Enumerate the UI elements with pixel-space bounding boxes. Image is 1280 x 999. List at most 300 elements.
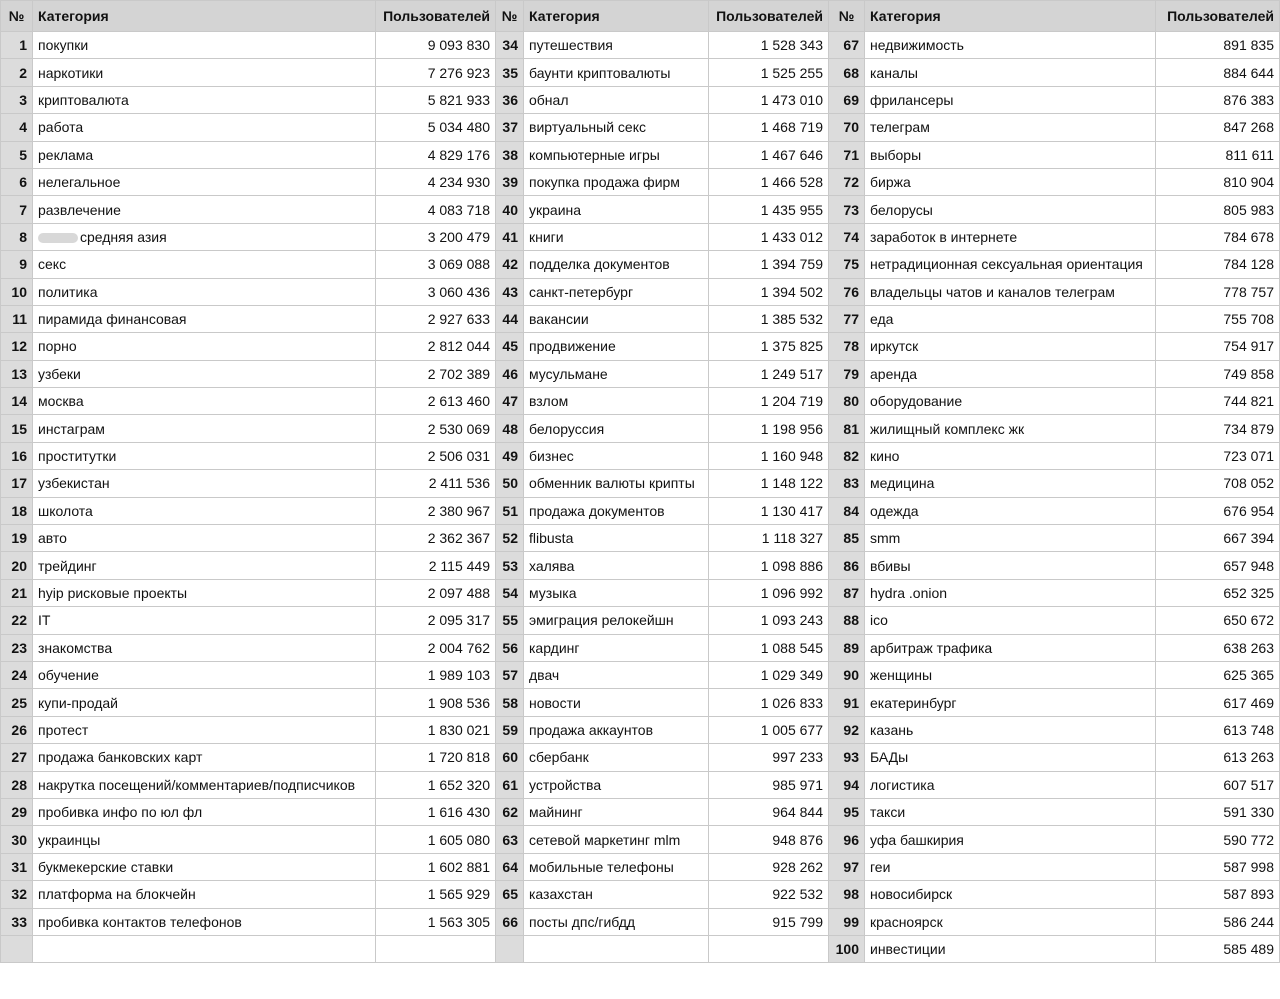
category-cell[interactable]: казань <box>865 716 1156 743</box>
row-index-cell[interactable]: 79 <box>829 360 865 387</box>
users-count-cell[interactable]: 1 565 929 <box>376 881 496 908</box>
row-index-cell[interactable]: 31 <box>1 853 33 880</box>
category-cell[interactable]: подделка документов <box>524 251 709 278</box>
row-index-cell[interactable]: 23 <box>1 634 33 661</box>
category-cell[interactable]: вбивы <box>865 552 1156 579</box>
users-count-cell[interactable]: 1 602 881 <box>376 853 496 880</box>
category-cell[interactable]: аренда <box>865 360 1156 387</box>
category-cell[interactable]: взлом <box>524 388 709 415</box>
row-index-cell[interactable]: 76 <box>829 278 865 305</box>
users-count-cell[interactable]: 2 380 967 <box>376 497 496 524</box>
users-count-cell[interactable]: 1 652 320 <box>376 771 496 798</box>
category-cell[interactable]: двач <box>524 661 709 688</box>
row-index-cell[interactable] <box>496 935 524 962</box>
row-index-cell[interactable]: 84 <box>829 497 865 524</box>
row-index-cell[interactable]: 8 <box>1 223 33 250</box>
users-count-cell[interactable]: 1 468 719 <box>709 114 829 141</box>
row-index-cell[interactable]: 45 <box>496 333 524 360</box>
row-index-cell[interactable]: 94 <box>829 771 865 798</box>
users-count-cell[interactable]: 754 917 <box>1156 333 1280 360</box>
row-index-cell[interactable]: 34 <box>496 32 524 59</box>
users-count-cell[interactable]: 1 130 417 <box>709 497 829 524</box>
row-index-cell[interactable]: 44 <box>496 305 524 332</box>
row-index-cell[interactable]: 74 <box>829 223 865 250</box>
users-count-cell[interactable]: 876 383 <box>1156 86 1280 113</box>
row-index-cell[interactable]: 91 <box>829 689 865 716</box>
users-count-cell[interactable]: 1 394 759 <box>709 251 829 278</box>
category-cell[interactable]: IT <box>33 607 376 634</box>
category-cell[interactable]: сетевой маркетинг mlm <box>524 826 709 853</box>
category-cell[interactable] <box>33 223 376 250</box>
category-cell[interactable]: обменник валюты крипты <box>524 470 709 497</box>
users-count-cell[interactable]: 2 812 044 <box>376 333 496 360</box>
row-index-cell[interactable]: 55 <box>496 607 524 634</box>
row-index-cell[interactable]: 82 <box>829 442 865 469</box>
category-cell[interactable]: инвестиции <box>865 935 1156 962</box>
category-cell[interactable]: недвижимость <box>865 32 1156 59</box>
users-count-cell[interactable]: 613 263 <box>1156 744 1280 771</box>
row-index-cell[interactable]: 64 <box>496 853 524 880</box>
row-index-cell[interactable]: 90 <box>829 661 865 688</box>
users-count-cell[interactable]: 591 330 <box>1156 798 1280 825</box>
category-cell[interactable]: белоруссия <box>524 415 709 442</box>
category-cell[interactable]: продажа аккаунтов <box>524 716 709 743</box>
users-count-cell[interactable]: 928 262 <box>709 853 829 880</box>
users-count-cell[interactable]: 2 115 449 <box>376 552 496 579</box>
users-count-cell[interactable]: 1 435 955 <box>709 196 829 223</box>
category-cell[interactable]: вакансии <box>524 305 709 332</box>
category-cell[interactable]: пробивка контактов телефонов <box>33 908 376 935</box>
row-index-cell[interactable]: 57 <box>496 661 524 688</box>
category-cell[interactable]: еда <box>865 305 1156 332</box>
row-index-cell[interactable]: 96 <box>829 826 865 853</box>
users-count-cell[interactable]: 784 128 <box>1156 251 1280 278</box>
users-count-cell[interactable]: 1 394 502 <box>709 278 829 305</box>
users-count-cell[interactable]: 650 672 <box>1156 607 1280 634</box>
row-index-cell[interactable]: 70 <box>829 114 865 141</box>
row-index-cell[interactable]: 2 <box>1 59 33 86</box>
users-count-cell[interactable]: 4 234 930 <box>376 168 496 195</box>
category-cell[interactable]: путешествия <box>524 32 709 59</box>
category-cell[interactable]: санкт-петербург <box>524 278 709 305</box>
users-count-cell[interactable]: 657 948 <box>1156 552 1280 579</box>
category-cell[interactable]: казахстан <box>524 881 709 908</box>
row-index-cell[interactable]: 83 <box>829 470 865 497</box>
row-index-cell[interactable]: 97 <box>829 853 865 880</box>
category-cell[interactable]: виртуальный секс <box>524 114 709 141</box>
category-cell[interactable]: обнал <box>524 86 709 113</box>
row-index-cell[interactable]: 48 <box>496 415 524 442</box>
row-index-cell[interactable]: 36 <box>496 86 524 113</box>
row-index-cell[interactable]: 10 <box>1 278 33 305</box>
row-index-cell[interactable]: 87 <box>829 579 865 606</box>
users-count-cell[interactable]: 667 394 <box>1156 525 1280 552</box>
users-count-cell[interactable]: 1 433 012 <box>709 223 829 250</box>
row-index-cell[interactable]: 19 <box>1 525 33 552</box>
row-index-cell[interactable]: 61 <box>496 771 524 798</box>
row-index-cell[interactable]: 62 <box>496 798 524 825</box>
users-count-cell[interactable]: 2 506 031 <box>376 442 496 469</box>
users-count-cell[interactable]: 810 904 <box>1156 168 1280 195</box>
row-index-cell[interactable]: 43 <box>496 278 524 305</box>
row-index-cell[interactable]: 39 <box>496 168 524 195</box>
users-count-cell[interactable]: 2 411 536 <box>376 470 496 497</box>
row-index-cell[interactable]: 78 <box>829 333 865 360</box>
users-count-cell[interactable]: 2 004 762 <box>376 634 496 661</box>
row-index-cell[interactable]: 72 <box>829 168 865 195</box>
row-index-cell[interactable]: 3 <box>1 86 33 113</box>
row-index-cell[interactable]: 14 <box>1 388 33 415</box>
users-count-cell[interactable]: 4 829 176 <box>376 141 496 168</box>
category-cell[interactable]: политика <box>33 278 376 305</box>
users-count-cell[interactable]: 1 029 349 <box>709 661 829 688</box>
users-count-cell[interactable]: 2 927 633 <box>376 305 496 332</box>
users-count-cell[interactable]: 3 200 479 <box>376 223 496 250</box>
users-count-cell[interactable]: 734 879 <box>1156 415 1280 442</box>
category-cell[interactable]: компьютерные игры <box>524 141 709 168</box>
users-count-cell[interactable]: 1 249 517 <box>709 360 829 387</box>
row-index-cell[interactable]: 42 <box>496 251 524 278</box>
users-count-cell[interactable]: 676 954 <box>1156 497 1280 524</box>
category-cell[interactable]: инстаграм <box>33 415 376 442</box>
users-count-cell[interactable]: 1 093 243 <box>709 607 829 634</box>
category-cell[interactable]: hydra .onion <box>865 579 1156 606</box>
users-count-cell[interactable]: 1 385 532 <box>709 305 829 332</box>
users-count-cell[interactable]: 891 835 <box>1156 32 1280 59</box>
row-index-cell[interactable]: 46 <box>496 360 524 387</box>
row-index-cell[interactable]: 66 <box>496 908 524 935</box>
category-cell[interactable]: бизнес <box>524 442 709 469</box>
users-count-cell[interactable]: 1 118 327 <box>709 525 829 552</box>
row-index-cell[interactable]: 41 <box>496 223 524 250</box>
users-count-cell[interactable]: 805 983 <box>1156 196 1280 223</box>
category-cell[interactable]: посты дпс/гибдд <box>524 908 709 935</box>
row-index-cell[interactable]: 1 <box>1 32 33 59</box>
row-index-cell[interactable]: 80 <box>829 388 865 415</box>
category-cell[interactable]: знакомства <box>33 634 376 661</box>
category-cell[interactable]: ico <box>865 607 1156 634</box>
users-count-cell[interactable]: 1 908 536 <box>376 689 496 716</box>
category-cell[interactable]: наркотики <box>33 59 376 86</box>
category-cell[interactable]: узбеки <box>33 360 376 387</box>
users-count-cell[interactable]: 1 148 122 <box>709 470 829 497</box>
users-count-cell[interactable]: 2 613 460 <box>376 388 496 415</box>
category-cell[interactable]: продвижение <box>524 333 709 360</box>
row-index-cell[interactable]: 11 <box>1 305 33 332</box>
category-cell[interactable]: москва <box>33 388 376 415</box>
category-cell[interactable]: школота <box>33 497 376 524</box>
users-count-cell[interactable]: 607 517 <box>1156 771 1280 798</box>
row-index-cell[interactable]: 65 <box>496 881 524 908</box>
category-cell[interactable]: сбербанк <box>524 744 709 771</box>
users-count-cell[interactable]: 708 052 <box>1156 470 1280 497</box>
users-count-cell[interactable]: 587 998 <box>1156 853 1280 880</box>
users-count-cell[interactable]: 5 034 480 <box>376 114 496 141</box>
users-count-cell[interactable]: 778 757 <box>1156 278 1280 305</box>
row-index-cell[interactable]: 37 <box>496 114 524 141</box>
users-count-cell[interactable]: 638 263 <box>1156 634 1280 661</box>
header-category-3[interactable]: Категория <box>865 1 1156 32</box>
row-index-cell[interactable]: 32 <box>1 881 33 908</box>
category-cell[interactable]: биржа <box>865 168 1156 195</box>
category-cell[interactable]: кино <box>865 442 1156 469</box>
row-index-cell[interactable]: 93 <box>829 744 865 771</box>
users-count-cell[interactable]: 811 611 <box>1156 141 1280 168</box>
row-index-cell[interactable]: 73 <box>829 196 865 223</box>
row-index-cell[interactable]: 18 <box>1 497 33 524</box>
users-count-cell[interactable]: 1 467 646 <box>709 141 829 168</box>
category-cell[interactable]: одежда <box>865 497 1156 524</box>
category-cell[interactable] <box>33 935 376 962</box>
category-cell[interactable]: жилищный комплекс жк <box>865 415 1156 442</box>
category-cell[interactable]: владельцы чатов и каналов телеграм <box>865 278 1156 305</box>
users-count-cell[interactable]: 723 071 <box>1156 442 1280 469</box>
category-cell[interactable]: мобильные телефоны <box>524 853 709 880</box>
users-count-cell[interactable]: 755 708 <box>1156 305 1280 332</box>
users-count-cell[interactable]: 1 096 992 <box>709 579 829 606</box>
row-index-cell[interactable]: 33 <box>1 908 33 935</box>
category-cell[interactable]: купи-продай <box>33 689 376 716</box>
category-cell[interactable]: иркутск <box>865 333 1156 360</box>
category-cell[interactable]: нелегальное <box>33 168 376 195</box>
category-cell[interactable]: новосибирск <box>865 881 1156 908</box>
row-index-cell[interactable]: 75 <box>829 251 865 278</box>
row-index-cell[interactable]: 25 <box>1 689 33 716</box>
row-index-cell[interactable]: 58 <box>496 689 524 716</box>
header-users-2[interactable]: Пользователей <box>709 1 829 32</box>
users-count-cell[interactable]: 915 799 <box>709 908 829 935</box>
row-index-cell[interactable]: 7 <box>1 196 33 223</box>
category-cell[interactable]: реклама <box>33 141 376 168</box>
category-cell[interactable]: красноярск <box>865 908 1156 935</box>
category-cell[interactable]: каналы <box>865 59 1156 86</box>
category-cell[interactable]: халява <box>524 552 709 579</box>
users-count-cell[interactable]: 2 095 317 <box>376 607 496 634</box>
row-index-cell[interactable]: 81 <box>829 415 865 442</box>
users-count-cell[interactable]: 847 268 <box>1156 114 1280 141</box>
row-index-cell[interactable]: 60 <box>496 744 524 771</box>
category-cell[interactable]: телеграм <box>865 114 1156 141</box>
users-count-cell[interactable]: 2 097 488 <box>376 579 496 606</box>
users-count-cell[interactable]: 997 233 <box>709 744 829 771</box>
users-count-cell[interactable]: 1 375 825 <box>709 333 829 360</box>
users-count-cell[interactable]: 1 198 956 <box>709 415 829 442</box>
row-index-cell[interactable]: 26 <box>1 716 33 743</box>
row-index-cell[interactable]: 85 <box>829 525 865 552</box>
users-count-cell[interactable]: 5 821 933 <box>376 86 496 113</box>
row-index-cell[interactable]: 29 <box>1 798 33 825</box>
category-cell[interactable]: эмиграция релокейшн <box>524 607 709 634</box>
category-cell[interactable]: авто <box>33 525 376 552</box>
category-cell[interactable]: развлечение <box>33 196 376 223</box>
users-count-cell[interactable]: 625 365 <box>1156 661 1280 688</box>
row-index-cell[interactable]: 53 <box>496 552 524 579</box>
row-index-cell[interactable]: 71 <box>829 141 865 168</box>
users-count-cell[interactable]: 1 528 343 <box>709 32 829 59</box>
category-cell[interactable]: платформа на блокчейн <box>33 881 376 908</box>
category-cell[interactable]: украинцы <box>33 826 376 853</box>
row-index-cell[interactable]: 98 <box>829 881 865 908</box>
users-count-cell[interactable]: 1 204 719 <box>709 388 829 415</box>
users-count-cell[interactable]: 985 971 <box>709 771 829 798</box>
category-cell[interactable]: порно <box>33 333 376 360</box>
header-index-3[interactable]: № <box>829 1 865 32</box>
users-count-cell[interactable]: 652 325 <box>1156 579 1280 606</box>
category-cell[interactable]: оборудование <box>865 388 1156 415</box>
header-index-2[interactable]: № <box>496 1 524 32</box>
category-cell[interactable]: продажа банковских карт <box>33 744 376 771</box>
users-count-cell[interactable]: 1 160 948 <box>709 442 829 469</box>
users-count-cell[interactable]: 4 083 718 <box>376 196 496 223</box>
users-count-cell[interactable]: 1 098 886 <box>709 552 829 579</box>
users-count-cell[interactable]: 1 026 833 <box>709 689 829 716</box>
category-cell[interactable]: украина <box>524 196 709 223</box>
users-count-cell[interactable]: 1 088 545 <box>709 634 829 661</box>
row-index-cell[interactable]: 99 <box>829 908 865 935</box>
category-cell[interactable]: трейдинг <box>33 552 376 579</box>
category-cell[interactable]: покупки <box>33 32 376 59</box>
row-index-cell[interactable]: 35 <box>496 59 524 86</box>
category-cell[interactable]: заработок в интернете <box>865 223 1156 250</box>
row-index-cell[interactable]: 52 <box>496 525 524 552</box>
users-count-cell[interactable]: 7 276 923 <box>376 59 496 86</box>
row-index-cell[interactable]: 17 <box>1 470 33 497</box>
category-cell[interactable]: екатеринбург <box>865 689 1156 716</box>
users-count-cell[interactable]: 2 362 367 <box>376 525 496 552</box>
category-cell[interactable]: протест <box>33 716 376 743</box>
users-count-cell[interactable]: 3 069 088 <box>376 251 496 278</box>
users-count-cell[interactable]: 1 720 818 <box>376 744 496 771</box>
category-cell[interactable]: арбитраж трафика <box>865 634 1156 661</box>
users-count-cell[interactable]: 964 844 <box>709 798 829 825</box>
header-users-1[interactable]: Пользователей <box>376 1 496 32</box>
category-cell[interactable]: белорусы <box>865 196 1156 223</box>
category-cell[interactable]: пирамида финансовая <box>33 305 376 332</box>
row-index-cell[interactable]: 13 <box>1 360 33 387</box>
row-index-cell[interactable]: 54 <box>496 579 524 606</box>
category-cell[interactable]: мусульмане <box>524 360 709 387</box>
category-cell[interactable] <box>524 935 709 962</box>
category-cell[interactable]: работа <box>33 114 376 141</box>
row-index-cell[interactable]: 28 <box>1 771 33 798</box>
users-count-cell[interactable]: 744 821 <box>1156 388 1280 415</box>
row-index-cell[interactable]: 59 <box>496 716 524 743</box>
row-index-cell[interactable]: 6 <box>1 168 33 195</box>
users-count-cell[interactable]: 884 644 <box>1156 59 1280 86</box>
category-cell[interactable]: уфа башкирия <box>865 826 1156 853</box>
category-cell[interactable]: такси <box>865 798 1156 825</box>
category-cell[interactable]: книги <box>524 223 709 250</box>
category-cell[interactable]: фрилансеры <box>865 86 1156 113</box>
category-cell[interactable]: криптовалюта <box>33 86 376 113</box>
row-index-cell[interactable]: 24 <box>1 661 33 688</box>
category-cell[interactable]: женщины <box>865 661 1156 688</box>
row-index-cell[interactable]: 22 <box>1 607 33 634</box>
row-index-cell[interactable]: 40 <box>496 196 524 223</box>
row-index-cell[interactable]: 16 <box>1 442 33 469</box>
row-index-cell[interactable]: 30 <box>1 826 33 853</box>
category-cell[interactable]: геи <box>865 853 1156 880</box>
row-index-cell[interactable]: 49 <box>496 442 524 469</box>
category-cell[interactable]: продажа документов <box>524 497 709 524</box>
category-cell[interactable]: покупка продажа фирм <box>524 168 709 195</box>
users-count-cell[interactable]: 617 469 <box>1156 689 1280 716</box>
category-cell[interactable]: узбекистан <box>33 470 376 497</box>
row-index-cell[interactable]: 56 <box>496 634 524 661</box>
category-cell[interactable]: flibusta <box>524 525 709 552</box>
row-index-cell[interactable]: 77 <box>829 305 865 332</box>
category-cell[interactable]: секс <box>33 251 376 278</box>
users-count-cell[interactable]: 585 489 <box>1156 935 1280 962</box>
row-index-cell[interactable]: 21 <box>1 579 33 606</box>
category-cell[interactable]: пробивка инфо по юл фл <box>33 798 376 825</box>
category-cell[interactable]: майнинг <box>524 798 709 825</box>
category-cell[interactable]: музыка <box>524 579 709 606</box>
row-index-cell[interactable]: 27 <box>1 744 33 771</box>
category-cell[interactable]: букмекерские ставки <box>33 853 376 880</box>
users-count-cell[interactable]: 1 616 430 <box>376 798 496 825</box>
category-cell[interactable]: выборы <box>865 141 1156 168</box>
row-index-cell[interactable]: 20 <box>1 552 33 579</box>
row-index-cell[interactable]: 68 <box>829 59 865 86</box>
users-count-cell[interactable]: 1 989 103 <box>376 661 496 688</box>
row-index-cell[interactable]: 12 <box>1 333 33 360</box>
row-index-cell[interactable] <box>1 935 33 962</box>
users-count-cell[interactable]: 948 876 <box>709 826 829 853</box>
row-index-cell[interactable]: 95 <box>829 798 865 825</box>
category-cell[interactable]: hyip рисковые проекты <box>33 579 376 606</box>
row-index-cell[interactable]: 38 <box>496 141 524 168</box>
row-index-cell[interactable]: 47 <box>496 388 524 415</box>
users-count-cell[interactable]: 1 473 010 <box>709 86 829 113</box>
users-count-cell[interactable]: 1 605 080 <box>376 826 496 853</box>
row-index-cell[interactable]: 100 <box>829 935 865 962</box>
category-cell[interactable]: обучение <box>33 661 376 688</box>
row-index-cell[interactable]: 4 <box>1 114 33 141</box>
header-category-2[interactable]: Категория <box>524 1 709 32</box>
users-count-cell[interactable]: 1 525 255 <box>709 59 829 86</box>
row-index-cell[interactable]: 50 <box>496 470 524 497</box>
row-index-cell[interactable]: 89 <box>829 634 865 661</box>
users-count-cell[interactable]: 2 702 389 <box>376 360 496 387</box>
users-count-cell[interactable]: 922 532 <box>709 881 829 908</box>
category-cell[interactable]: логистика <box>865 771 1156 798</box>
category-cell[interactable]: БАДы <box>865 744 1156 771</box>
category-cell[interactable]: устройства <box>524 771 709 798</box>
users-count-cell[interactable]: 749 858 <box>1156 360 1280 387</box>
users-count-cell[interactable]: 2 530 069 <box>376 415 496 442</box>
row-index-cell[interactable]: 15 <box>1 415 33 442</box>
category-cell[interactable]: кардинг <box>524 634 709 661</box>
category-cell[interactable]: медицина <box>865 470 1156 497</box>
users-count-cell[interactable]: 9 093 830 <box>376 32 496 59</box>
header-category-1[interactable]: Категория <box>33 1 376 32</box>
users-count-cell[interactable]: 1 466 528 <box>709 168 829 195</box>
users-count-cell[interactable]: 590 772 <box>1156 826 1280 853</box>
row-index-cell[interactable]: 9 <box>1 251 33 278</box>
category-cell[interactable]: smm <box>865 525 1156 552</box>
category-cell[interactable]: баунти криптовалюты <box>524 59 709 86</box>
row-index-cell[interactable]: 51 <box>496 497 524 524</box>
users-count-cell[interactable]: 1 563 305 <box>376 908 496 935</box>
users-count-cell[interactable] <box>376 935 496 962</box>
users-count-cell[interactable]: 784 678 <box>1156 223 1280 250</box>
header-index-1[interactable]: № <box>1 1 33 32</box>
users-count-cell[interactable]: 587 893 <box>1156 881 1280 908</box>
row-index-cell[interactable]: 67 <box>829 32 865 59</box>
users-count-cell[interactable]: 3 060 436 <box>376 278 496 305</box>
category-cell[interactable]: накрутка посещений/комментариев/подписчиков <box>33 771 376 798</box>
